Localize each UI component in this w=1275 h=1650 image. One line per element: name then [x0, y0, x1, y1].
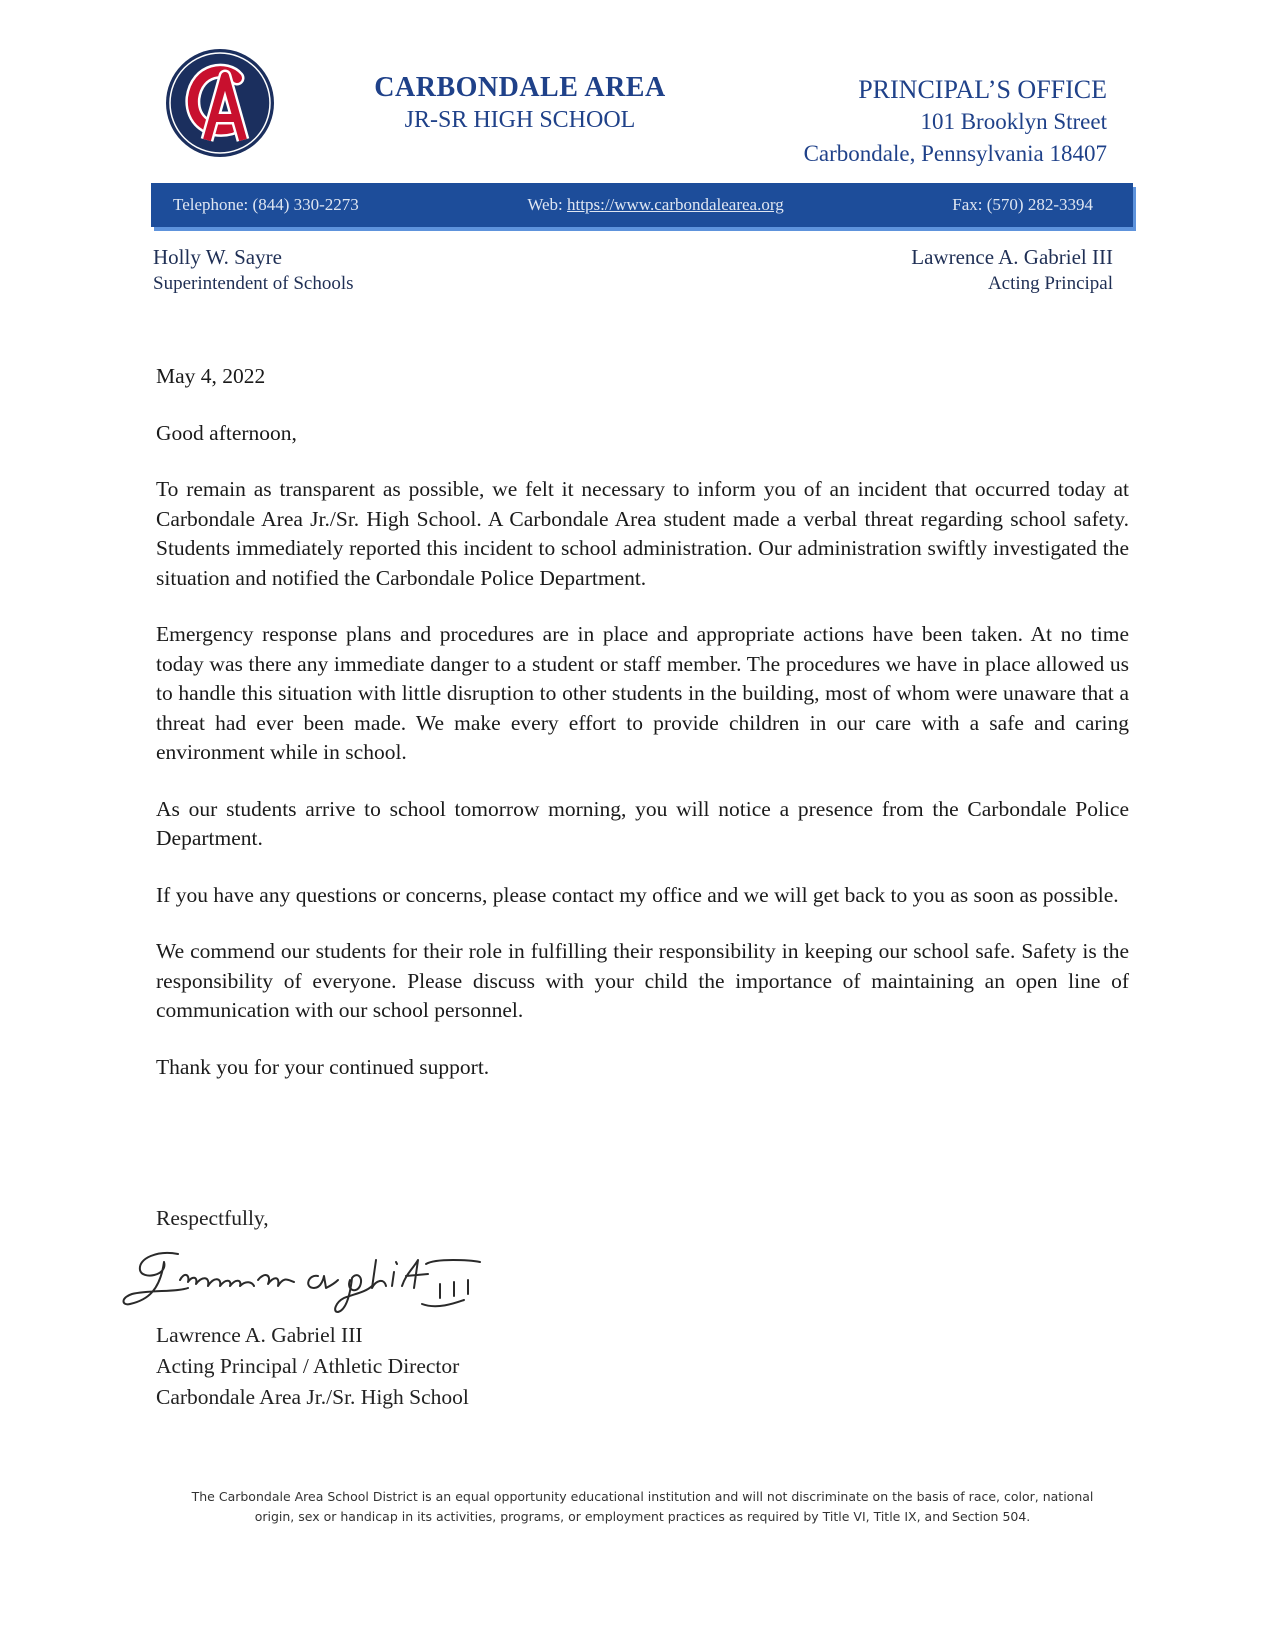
signer-title: Acting Principal / Athletic Director [156, 1354, 460, 1378]
superintendent-block [153, 243, 354, 297]
fax-text: Fax: (570) 282-3394 [952, 195, 1093, 214]
principal-block [911, 243, 1113, 297]
principal-name: Lawrence A. Gabriel III [911, 245, 1113, 269]
letter-paragraph: We commend our students for their role in fulfilling their responsibility in keeping our school safe. Safety is the responsibility of everyone. Please discuss with your child the importance of maintaining an open line of communication with our school personnel. [156, 939, 1129, 1022]
letter-body [156, 362, 1129, 1109]
school-name [330, 72, 710, 136]
school-name-line1: CARBONDALE AREA [374, 72, 666, 103]
office-city: Carbondale, Pennsylvania 18407 [803, 141, 1107, 166]
principal-title: Acting Principal [987, 273, 1113, 294]
letter-closing: Respectfully, [156, 1206, 269, 1230]
letter-date: May 4, 2022 [156, 364, 266, 388]
principal-office-address [804, 74, 1107, 170]
footer-line: The Carbondale Area School District is an equal opportunity educational institution and will not discriminate on the basis of race, color, national [191, 1489, 1094, 1504]
handwritten-signature [118, 1240, 528, 1320]
footer-disclaimer [150, 1487, 1135, 1527]
superintendent-title: Superintendent of Schools [153, 273, 354, 294]
school-name-line2: JR-SR HIGH SCHOOL [404, 107, 636, 133]
letter-paragraph: As our students arrive to school tomorrow morning, you will notice a presence from the Carbondale Police Department. [156, 796, 1129, 850]
letter-paragraph: If you have any questions or concerns, please contact my office and we will get back to you as soon as possible. [156, 882, 1119, 907]
website-link[interactable]: https://www.carbondalearea.org [567, 195, 784, 214]
letter-paragraph: To remain as transparent as possible, we felt it necessary to inform you of an incident that occurred today at Carbondale Area Jr./Sr. High School. A Carbondale Area student made a verbal threat regarding school safety. Students immediately reported this incident to school administration. Our administration swiftly investigated the situation and notified the Carbondale Police Department. [156, 477, 1129, 590]
signature-block [156, 1320, 469, 1413]
office-street: 101 Brooklyn Street [920, 109, 1107, 134]
web-label: Web: [527, 195, 568, 214]
signer-name: Lawrence A. Gabriel III [156, 1323, 363, 1347]
footer-line: origin, sex or handicap in its activities, programs, or employment practices as required by Title VI, Title IX, and Section 504. [254, 1509, 1031, 1524]
superintendent-name: Holly W. Sayre [153, 245, 282, 269]
letter-greeting: Good afternoon, [156, 420, 297, 445]
office-title: PRINCIPAL’S OFFICE [858, 75, 1107, 104]
web-info [527, 195, 783, 215]
school-logo [165, 48, 275, 158]
signer-school: Carbondale Area Jr./Sr. High School [156, 1385, 469, 1409]
letter-paragraph: Thank you for your continued support. [156, 1054, 490, 1079]
letter-paragraph: Emergency response plans and procedures are in place and appropriate actions have been taken. At no time today was there any immediate danger to a student or staff member. The procedures we have in place allowed us to handle this situation with little disruption to other students in the building, most of whom were unaware that a threat had ever been made. We make every effort to provide children in our care with a safe and caring environment while in school. [156, 622, 1129, 764]
telephone-text: Telephone: (844) 330-2273 [173, 195, 359, 214]
contact-bar [151, 183, 1133, 227]
